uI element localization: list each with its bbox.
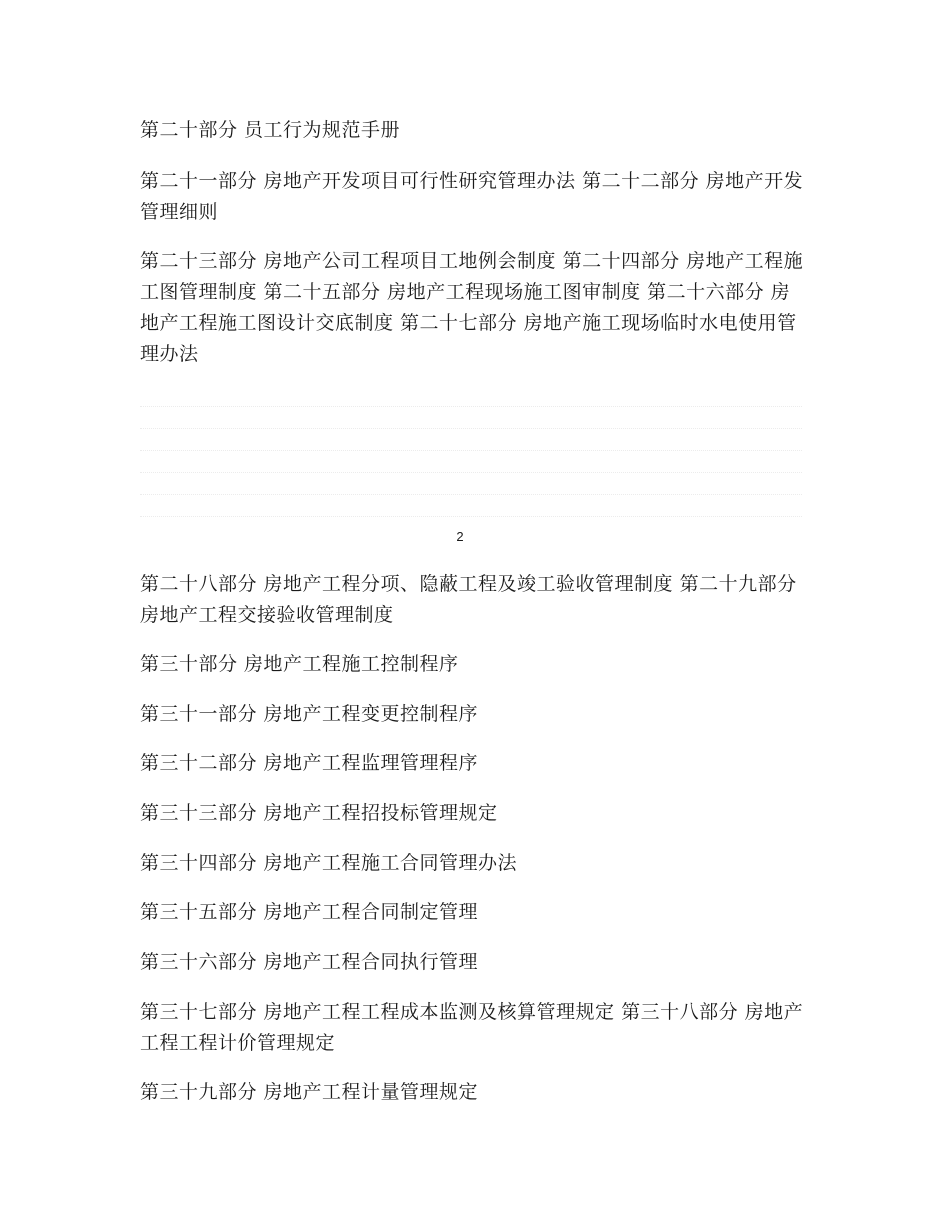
toc-entry-31: 第三十一部分 房地产工程变更控制程序 — [140, 703, 479, 725]
toc-entry-34: 第三十四部分 房地产工程施工合同管理办法 — [140, 852, 518, 874]
toc-entry-28-29: 第二十八部分 房地产工程分项、隐蔽工程及竣工验收管理制度 第二十九部分 房地产工程交接验收管理制度 — [140, 573, 797, 626]
faded-text-region — [140, 398, 802, 528]
toc-entry-30: 第三十部分 房地产工程施工控制程序 — [140, 653, 459, 675]
toc-entry-32: 第三十二部分 房地产工程监理管理程序 — [140, 752, 479, 774]
toc-entry-20: 第二十部分 员工行为规范手册 — [140, 119, 401, 141]
toc-entry-39: 第三十九部分 房地产工程计量管理规定 — [140, 1081, 479, 1103]
toc-entry-37-38: 第三十七部分 房地产工程工程成本监测及核算管理规定 第三十八部分 房地产工程工程计价管理规定 — [140, 1001, 804, 1054]
toc-entry-35: 第三十五部分 房地产工程合同制定管理 — [140, 901, 479, 923]
page-number: 2 — [456, 529, 464, 544]
toc-entry-21-22: 第二十一部分 房地产开发项目可行性研究管理办法 第二十二部分 房地产开发管理细则 — [140, 170, 804, 223]
toc-entry-33: 第三十三部分 房地产工程招投标管理规定 — [140, 802, 498, 824]
toc-entry-23-27: 第二十三部分 房地产公司工程项目工地例会制度 第二十四部分 房地产工程施工图管理制度 第二十五部分 房地产工程现场施工图审制度 第二十六部分 房地产工程施工图设计交底制度 第二十七部分 房地产施工现场临时水电使用管理办法 — [140, 250, 804, 365]
toc-entry-36: 第三十六部分 房地产工程合同执行管理 — [140, 951, 479, 973]
